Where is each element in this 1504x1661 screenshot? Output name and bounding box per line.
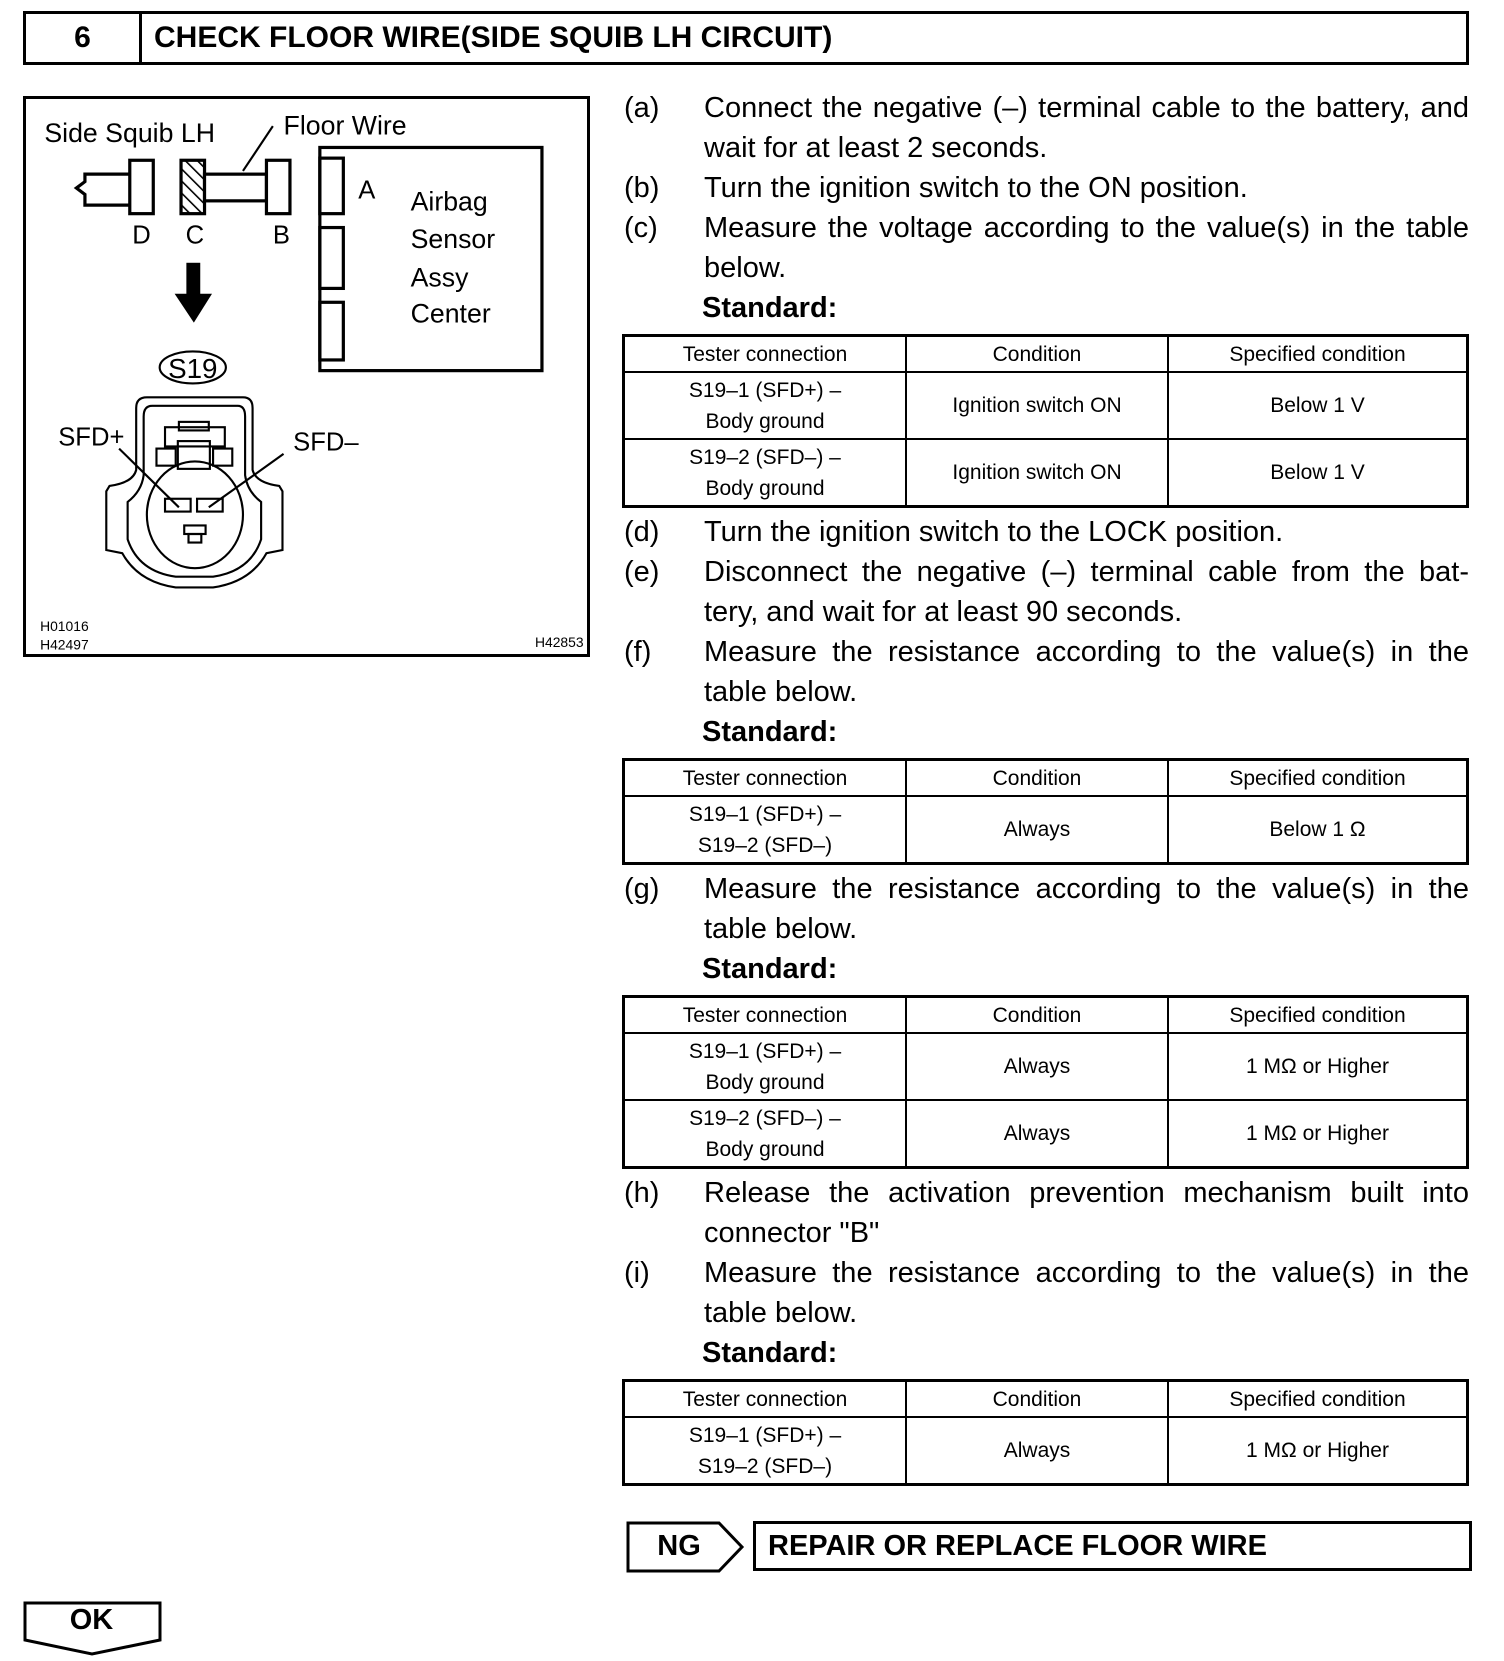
sensor-line: Sensor [410,223,496,254]
table-row [624,796,1468,864]
step-title: CHECK FLOOR WIRE(SIDE SQUIB LH CIRCUIT) [154,21,833,54]
wiring-illustration [23,96,590,657]
sensor-tab [320,228,343,289]
step-item [622,168,1469,208]
connector-diagram [23,96,590,657]
column-header: Condition [906,760,1168,797]
spec-table [622,995,1469,1169]
connector-b [266,160,289,213]
table-cell: S19–2 (SFD–) – Body ground [624,439,907,507]
table-cell: Always [906,1100,1168,1168]
side-squib-label: Side Squib LH [44,118,215,149]
step-label: (d) [624,516,660,548]
step-label: (f) [624,636,652,668]
label-d: D [132,221,151,250]
table-cell: 1 MΩ or Higher [1168,1100,1468,1168]
table-row [624,372,1468,439]
table-header-row [624,760,1468,797]
column-header: Condition [906,997,1168,1034]
floor-wire-shape [205,174,267,201]
table-row [624,1100,1468,1168]
standard-heading: Standard: [702,1337,838,1369]
table-cell: Ignition switch ON [906,372,1168,439]
table-cell: Always [906,1033,1168,1100]
standard-heading: Standard: [702,292,838,324]
table-cell: S19–2 (SFD–) – Body ground [624,1100,907,1168]
step-number: 6 [26,14,142,62]
step-text: Turn the ignition switch to the LOCK position. [704,516,1284,548]
table-row [624,1033,1468,1100]
airbag-sensor-box [320,147,542,370]
connector-d [130,160,153,213]
ng-label: NG [657,1530,701,1562]
ng-result [626,1521,1469,1571]
down-arrow-icon [175,263,212,323]
column-header: Specified condition [1168,336,1468,373]
step-label: (g) [624,873,660,905]
label-a: A [358,176,376,205]
step-label: (b) [624,172,660,204]
column-header: Tester connection [624,997,907,1034]
ok-result [23,1600,163,1661]
table-cell: Below 1 V [1168,372,1468,439]
ng-action: REPAIR OR REPLACE FLOOR WIRE [753,1521,1472,1571]
column-header: Condition [906,336,1168,373]
spec-table [622,758,1469,865]
table-cell: Below 1 V [1168,439,1468,507]
column-header: Tester connection [624,1381,907,1418]
column-header: Tester connection [624,336,907,373]
figure-code: H42497 [40,636,89,653]
step-item [622,869,1469,949]
step-text: Measure the resistance according to the value(s) in the table below. [704,1257,1469,1329]
step-text: Turn the ignition switch to the ON position. [704,172,1248,204]
label-c: C [185,221,205,250]
sensor-line: Airbag [410,186,488,217]
step-item [622,1253,1469,1333]
figure-code: H42853 [534,634,584,651]
sensor-tab [320,158,343,214]
step-text: Measure the resistance according to the value(s) in the table below. [704,636,1469,708]
connector-face-drawing [106,397,283,587]
step-label: (e) [624,556,660,588]
table-header-row [624,997,1468,1034]
table-row [624,1417,1468,1485]
step-item [622,208,1469,288]
spec-table [622,334,1469,508]
procedure-steps [622,88,1469,1490]
step-text: Measure the voltage according to the value(s) in the table below. [704,212,1469,284]
table-cell: 1 MΩ or Higher [1168,1033,1468,1100]
column-header: Tester connection [624,760,907,797]
sfd-plus-label: SFD+ [58,423,125,452]
column-header: Specified condition [1168,1381,1468,1418]
step-label: (i) [624,1257,650,1289]
label-b: B [272,221,290,250]
table-cell: S19–1 (SFD+) – Body ground [624,1033,907,1100]
table-cell: S19–1 (SFD+) – S19–2 (SFD–) [624,1417,907,1485]
connector-id: S19 [168,353,218,385]
sensor-line: Assy [410,262,469,293]
step-item [622,1173,1469,1253]
step-item [622,632,1469,712]
table-cell: S19–1 (SFD+) – S19–2 (SFD–) [624,796,907,864]
table-cell: Ignition switch ON [906,439,1168,507]
sensor-line: Center [410,298,491,329]
table-header-row [624,336,1468,373]
table-cell: 1 MΩ or Higher [1168,1417,1468,1485]
step-text: Measure the resistance according to the value(s) in the table below. [704,873,1469,945]
figure-code: H01016 [40,618,89,635]
standard-heading: Standard: [702,953,838,985]
table-cell: S19–1 (SFD+) – Body ground [624,372,907,439]
step-label: (c) [624,212,658,244]
step-header [23,11,1469,65]
step-label: (h) [624,1177,660,1209]
table-header-row [624,1381,1468,1418]
step-item [622,88,1469,168]
step-text: Release the activation prevention mechanism built into connector "B" [704,1177,1469,1249]
column-header: Specified condition [1168,997,1468,1034]
column-header: Specified condition [1168,760,1468,797]
sensor-tab [320,302,343,360]
table-cell: Always [906,1417,1168,1485]
ok-label: OK [69,1604,114,1636]
floor-wire-label: Floor Wire [283,110,407,141]
connector-c [181,160,204,213]
table-cell: Always [906,796,1168,864]
squib-plug-shape [76,174,129,205]
step-item [622,512,1469,552]
step-label: (a) [624,92,660,124]
sfd-minus-label: SFD– [293,428,359,457]
step-text: Disconnect the negative (–) terminal cable from the bat-tery, and wait for at least 90 seconds. [704,556,1469,628]
step-text: Connect the negative (–) terminal cable to the battery, and wait for at least 2 seconds. [704,92,1469,164]
column-header: Condition [906,1381,1168,1418]
standard-heading: Standard: [702,716,838,748]
step-item [622,552,1469,632]
spec-table [622,1379,1469,1486]
table-cell: Below 1 Ω [1168,796,1468,864]
table-row [624,439,1468,507]
